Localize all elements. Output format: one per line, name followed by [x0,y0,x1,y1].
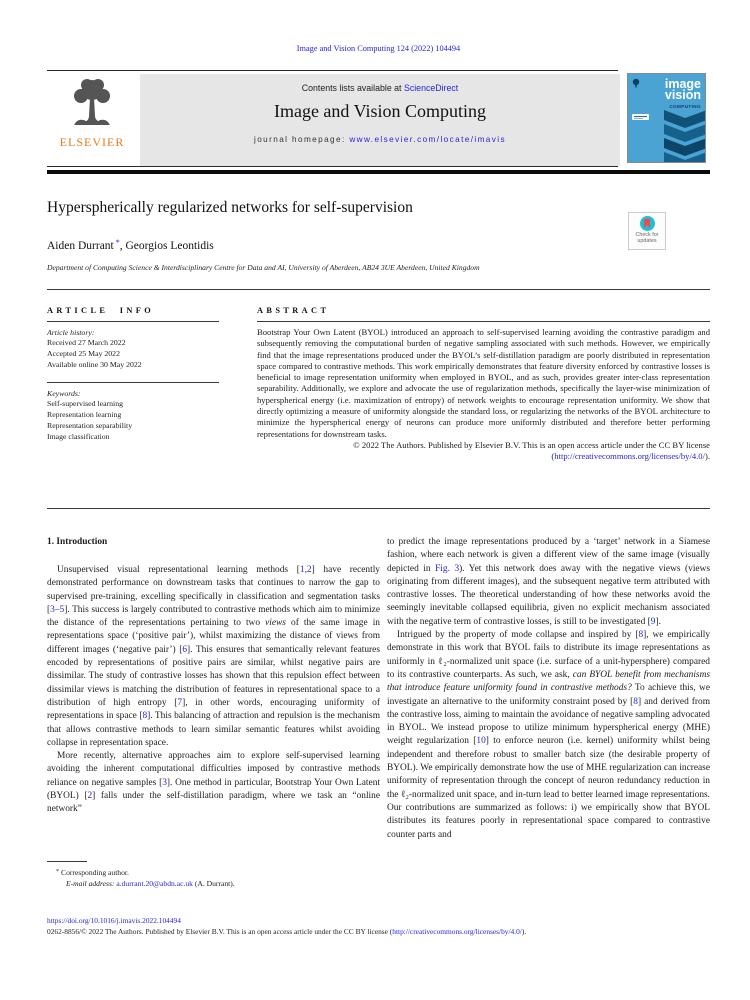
divider-above-info [47,289,710,290]
history-item: Accepted 25 May 2022 [47,348,120,358]
citation-link[interactable]: 3–5 [50,604,65,615]
history-label: Article history: [47,328,95,337]
citation-link[interactable]: 3 [162,777,167,788]
cover-title [665,79,701,112]
article-info-column [47,306,219,443]
email-link[interactable]: a.durrant.20@abdn.ac.uk [116,878,193,888]
cover-title-line3: COMPUTING [669,104,701,109]
keyword-item: Representation separability [47,420,133,430]
citation-link[interactable]: 6 [182,644,188,655]
elsevier-tree-icon [66,76,118,134]
article-title: Hyperspherically regularized networks for self-supervision [47,199,413,216]
intro-paragraph: to predict the image representations produced by a ‘target’ network in a Siamese fashion, where each network is given a different view of the same image (visually depicted in Fig. 3). Yet this network does away with the negative views (views originating from different images), and the subsequent negative term attributed with contrastive losses. The theoretical understanding of how these networks avoid the seemingly inevitable collapsed equilibria, given no explicit mechanism associated with the negative term of contrastive losses, is still to be investigated [9]. [387,537,710,627]
keyword-item: Image classification [47,431,110,441]
issn-copyright-line: 0262-8856/© 2022 The Authors. Published by Elsevier B.V. This is an open access article under the CC BY license (http://creativecommons.org/licenses/by/4.0/). [47,926,527,936]
footnote-block [47,861,380,889]
body-column-left [47,537,380,817]
abstract-heading: ABSTRACT [257,306,330,315]
cover-title-line1: image [664,77,701,91]
bookmark-icon [644,219,650,228]
corresponding-author-note [47,867,380,879]
email-label: E-mail address: [66,878,115,888]
abstract-copyright: © 2022 The Authors. Published by Elsevier B.V. This is an open access article under the CC BY license (http://creativecommons.org/licenses/by/4.0/). [353,439,710,462]
elsevier-logo[interactable] [47,76,137,164]
check-updates-icon [640,216,655,231]
email-note [47,879,380,890]
footnote-mark: * [56,869,59,875]
author-2: Georgios Leontidis [125,240,214,252]
keyword-item: Representation learning [47,410,122,420]
citation-link[interactable]: 8 [142,711,148,722]
introduction-heading: 1. Introduction [47,537,108,547]
check-updates-line1: Check for [635,232,659,238]
page-footer [47,916,710,938]
email-suffix: (A. Durrant). [192,878,235,888]
homepage-prefix: journal homepage: [254,135,350,144]
corresponding-text: Corresponding author. [61,868,129,877]
journal-masthead-banner [140,74,620,166]
history-item: Received 27 March 2022 [47,338,126,347]
citation-link[interactable]: 1,2 [299,565,312,575]
keywords-label: Keywords: [47,389,81,399]
header-rule-top [47,70,618,71]
intro-paragraph: Unsupervised visual representational learning methods [1,2] have recently demonstrated performance on downstream tasks that continues to narrow the gap to supervised pre-training, excelling specifically in classification and segmentation tasks [3–5]. This success is largely contributed to contrastive methods which aim to minimize the distance of the representations pertaining to two views of the same image in representations space (‘positive pair’), whilst maximizing the distance of views from different images (‘negative pair’) [6]. This ensures that semantically relevant features encoded by representations of positive pairs are similar, whilst negative pairs are dissimilar. The study of contrastive losses has shown that this repulsion effect between dissimilar views is matching the distribution of features in representational space to a distribution of high entropy [7], in other words, encouraging uniformity of representations in space [8]. This balancing of attraction and repulsion is the mechanism that allows contrastive methods to learn similar semantic features whilst avoiding collapse in representation space. [47,565,380,748]
contents-line [140,83,620,93]
journal-title: Image and Vision Computing [273,101,487,121]
article-info-heading: ARTICLE INFO [47,306,155,315]
citation-link[interactable]: 10 [476,736,486,747]
journal-cover-thumbnail [627,73,706,163]
keyword-item: Self-supervised learning [47,399,123,409]
info-rule-2 [47,382,219,383]
footnote-rule [47,861,87,862]
homepage-link[interactable]: www.elsevier.com/locate/imavis [349,135,506,144]
citation-link[interactable]: 8 [633,696,638,707]
abstract-body: Bootstrap Your Own Latent (BYOL) introduced an approach to self-supervised learning avoiding the contrastive paradigm and subsequently removing the computational burden of negative sampling associated with such methods. However, we empirically find that the image representations produced under the BYOL’s self-distillation paradigm are poorly distributed in representation space compared to contrastive methods. This work empirically demonstrates that feature diversity enforced by contrastive losses is beneficial to image representation uniformity when employed in BYOL, and as such, provides greater inter-class representation separability. Additionally, we explore and advocate the use of regularization methods, specifically the layer-wise minimization of hyperspherical energy (i.e. maximization of entropy) of network weights to encourage representation uniformity. We show that directly optimizing a measure of uniformity alongside the standard loss, or regularizing the networks of the BYOL architecture to minimize the hyperspherical energy of neurons can produce more uniformly distributed and therefore better performing representations for downstream tasks. [257,327,710,439]
affiliation: Department of Computing Science & Interdisciplinary Centre for Data and AI, University of Aberdeen, AB24 3UE Aberdeen, United Kingdom [47,263,480,272]
abstract-rule [257,321,710,322]
inline-link[interactable]: http://creativecommons.org/licenses/by/4.0/ [554,451,705,462]
body-column-right [387,536,710,842]
intro-paragraph: Intrigued by the property of mode collapse and inspired by [8], we empirically demonstrate in this work that BYOL fails to distribute its image representations as uniformly in ℓ₂-normalized unit space (i.e. surface of a unit-hypersphere) compared to its contrastive counterparts. As such, we ask, can BYOL benefit from mechanisms that introduce feature uniformity found in contrastive methods? To achieve this, we investigate an alternative to the uniformity constraint posed by [8] and derived from the contrastive loss, aiming to maintain the avoidance of negative sampling advocated in BYOL. We instead propose to utilize minimum hyperspherical energy (MHE) weight regularization [10] to enforce neuron (i.e. kernel) uniformity whilst being independent and therefore robust to smaller batch size (the desirable property of BYOL). We empirically demonstrate how the use of MHE regularization can increase uniformity of representation through the concept of neuron redundancy reduction in the ℓ₂-normalized unit space, and in-turn lead to better learned image representations. Our contributions are summarized as follows: i) we empirically show that BYOL distributes its features poorly in representational space compared to contrastive counter parts and [387,630,711,840]
header-rule-bottom [47,166,618,167]
author-1: Aiden Durrant [47,240,114,252]
sciencedirect-link[interactable]: ScienceDirect [403,83,459,93]
check-for-updates-badge[interactable] [628,212,666,250]
author-line [47,238,214,252]
intro-paragraph: More recently, alternative approaches aim to explore self-supervised learning avoiding the inherent computational difficulties imposed by contrastive methods reliance on negative samples [3]. One method in particular, Bootstrap Your Own Latent (BYOL) [2] falls under the self-distillation paradigm, where we task an “online network” [47,751,381,815]
citation-link[interactable]: 9 [650,616,656,627]
divider-below-abstract [47,508,710,509]
inline-link[interactable]: http://creativecommons.org/licenses/by/4.0/ [392,926,522,936]
citation-link[interactable]: 8 [638,630,644,641]
author-separator: , [119,240,126,252]
citation-link[interactable]: 2 [87,791,93,802]
homepage-line [140,135,620,144]
check-updates-label [629,232,665,244]
corresponding-author-mark: * [115,238,120,247]
check-updates-line2: updates [637,238,657,244]
inline-link[interactable]: Fig. 3 [435,563,460,574]
header-rule-thick [47,170,710,174]
abstract-column [257,306,710,463]
doi-link[interactable]: https://doi.org/10.1016/j.imavis.2022.104494 [47,916,181,925]
info-spacer [47,370,219,376]
journal-reference[interactable]: Image and Vision Computing 124 (2022) 104494 [296,44,461,53]
contents-prefix: Contents lists available at [301,83,404,93]
history-item: Available online 30 May 2022 [47,359,142,369]
info-rule-1 [47,321,219,322]
cover-title-line2: vision [664,88,701,102]
elsevier-wordmark: ELSEVIER [59,135,125,149]
citation-link[interactable]: 7 [177,697,183,708]
